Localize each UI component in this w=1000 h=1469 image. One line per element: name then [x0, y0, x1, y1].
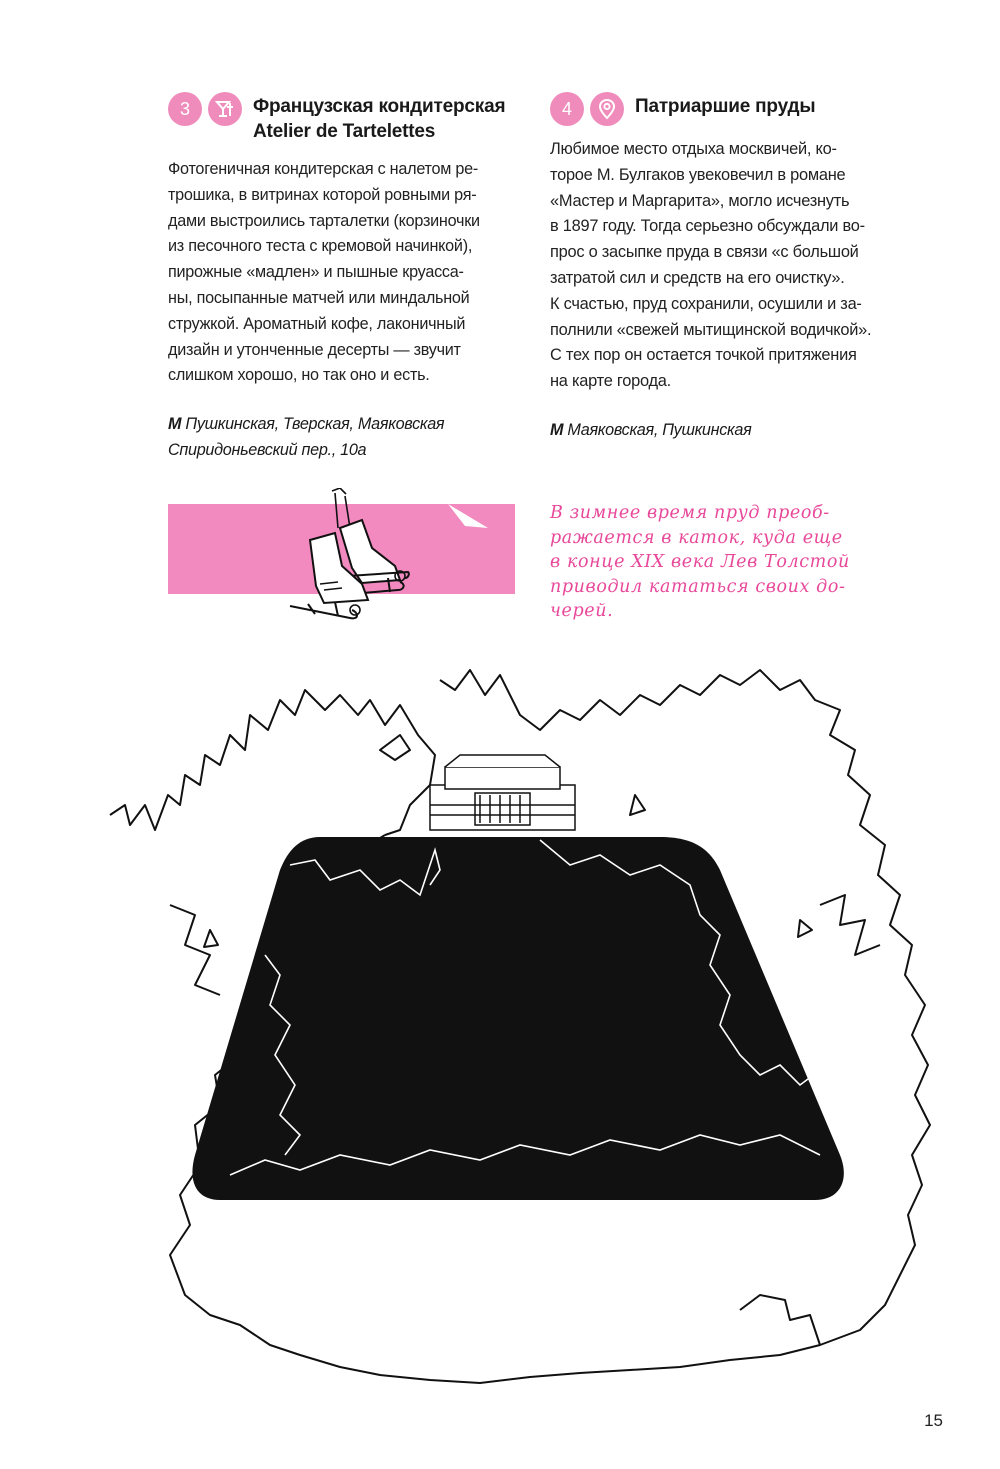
entry-meta — [168, 412, 518, 464]
patriarch-ponds-illustration — [100, 655, 940, 1400]
entry-4 — [550, 92, 902, 444]
entry-title: Патриаршие пруды — [635, 96, 816, 117]
metro-line — [168, 412, 518, 438]
ice-skates-illustration — [280, 488, 520, 628]
metro-line — [550, 418, 902, 444]
entry-meta — [550, 418, 902, 444]
entry-number-badge: 3 — [168, 92, 202, 126]
metro-stations: Маяковская, Пушкинская — [567, 420, 752, 439]
entry-header — [168, 92, 518, 150]
map-pin-icon — [590, 92, 624, 126]
metro-stations: Пушкинская, Тверская, Маяковская — [185, 415, 445, 434]
cocktail-glass-icon — [208, 92, 242, 126]
metro-label: М — [550, 420, 564, 439]
address: Спиридоньевский пер., 10а — [168, 440, 367, 459]
entry-3 — [168, 92, 518, 464]
winter-note: В зимнее время пруд преоб- ражается в каток, куда еще в конце XIX века Лев Толстой приводил кататься своих до- черей. — [550, 503, 850, 621]
page-number: 15 — [924, 1411, 943, 1430]
metro-label: М — [168, 415, 182, 434]
entry-number-badge: 4 — [550, 92, 584, 126]
pavilion-building — [430, 755, 575, 830]
entry-description: Фотогеничная кондитерская с налетом ре- трошика, в витринах которой ровными ря- дами выстроились тарталетки (корзиночки из песочного теста с кремовой начинкой), пирожные «мадлен» и пышные круасса- ны, посыпанные матчей или миндальной стружкой. Ароматный кофе, лаконичный дизайн и утонченные десерты — звучит слишком хорошо, но так оно и есть. — [168, 160, 480, 385]
entry-title: Французская кондитерская Atelier de Tartelettes — [253, 96, 506, 142]
entry-description: Любимое место отдыха москвичей, ко- торое М. Булгаков увековечил в романе «Мастер и Маргарита», могло исчезнуть в 1897 году. Тогда серьезно обсуждали во- прос о засыпке пруда в связи «с большой затратой сил и средств на его очистку». К счастью, пруд сохранили, осушили и за- полнили «свежей мытищинской водичкой». С тех пор он остается точкой притяжения на карте города. — [550, 140, 872, 391]
